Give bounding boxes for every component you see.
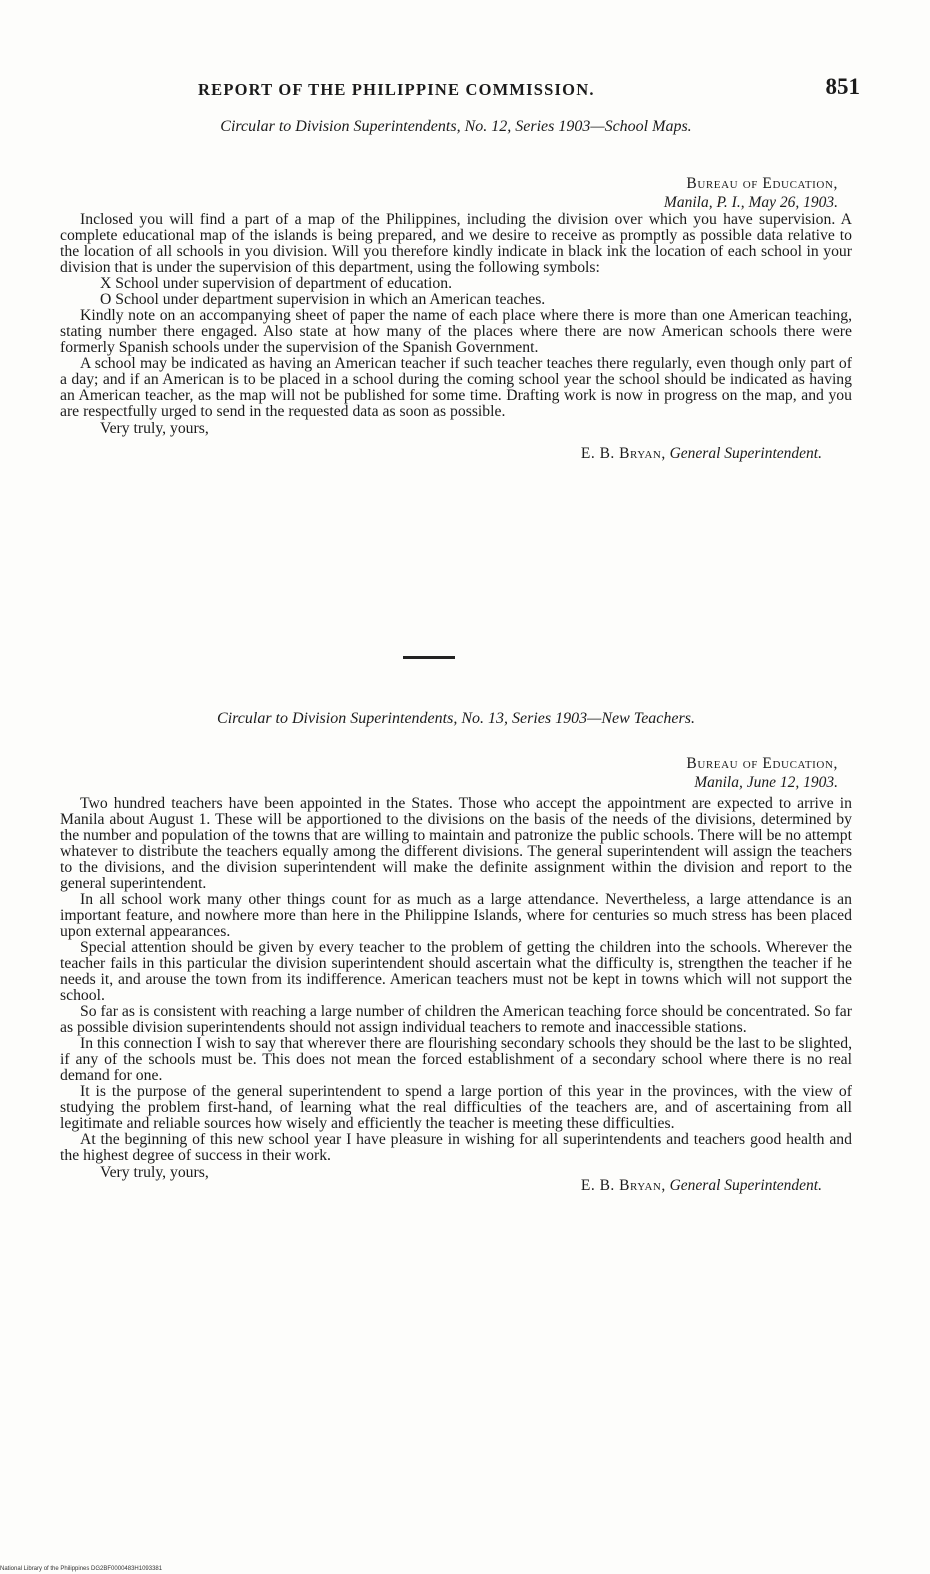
circular-12-closing: Very truly, yours, — [100, 420, 209, 437]
circular-12-body — [60, 212, 852, 420]
circular-13-paragraph: At the beginning of this new school year I have pleasure in wishing for all superintendents and teachers good health and the highest degree of success in their work. — [60, 1131, 852, 1164]
circular-12-paragraph: A school may be indicated as having an American teacher if such teacher teaches there regularly, even though only part of a day; and if an American is to be placed in a school during the coming school year the school should be indicated as having an American teacher, as the map will not be published for some time. Drafting work is now in progress on the map, and you are respectfully urged to send in the requested data as soon as possible. — [60, 355, 852, 420]
signature-role: General Superintendent. — [669, 445, 822, 462]
circular-13-bureau — [60, 754, 852, 792]
circular-13 — [60, 710, 852, 1195]
circular-13-paragraph: So far as is consistent with reaching a large number of children the American teaching force should be concentrated. So far as possible division superintendents should not assign individual teachers to remote and inaccessible stations. — [60, 1003, 852, 1036]
running-header — [170, 74, 860, 114]
circular-13-body — [60, 796, 852, 1164]
signature-role: General Superintendent. — [669, 1177, 822, 1194]
circular-12-paragraph: Kindly note on an accompanying sheet of paper the name of each place where there is more than one American teaching, stating number there engaged. Also state at how many of the places where there are now American schools there were formerly Spanish schools under the supervision of the Spanish Government. — [60, 307, 852, 356]
circular-13-paragraph: Special attention should be given by every teacher to the problem of getting the children into the schools. Wherever the teacher fails in this particular the division superintendent should ascertain what the difficulty is, strengthen the teacher if he needs it, and arouse the town from its indifference. American teachers must not be kept in towns which will not support the school. — [60, 939, 852, 1004]
circular-13-closing: Very truly, yours, — [100, 1164, 209, 1181]
circular-13-date: Manila, June 12, 1903. — [694, 774, 838, 791]
section-divider — [403, 656, 455, 659]
scan-footer: National Library of the Philippines DG2BF0000483H1093381 — [0, 1566, 163, 1572]
circular-13-paragraph: In this connection I wish to say that wherever there are flourishing secondary schools they should be the last to be slighted, if any of the schools must be. This does not mean the forced establishment of a secondary school where there is no real demand for one. — [60, 1035, 852, 1084]
running-title: REPORT OF THE PHILIPPINE COMMISSION. — [198, 80, 595, 99]
circular-13-title: Circular to Division Superintendents, No. 13, Series 1903—New Teachers. — [217, 710, 695, 727]
signature-name: E. B. Bryan, — [580, 445, 666, 462]
circular-13-paragraph: In all school work many other things count for as much as a large attendance. Nevertheless, a large attendance is an important feature, and nowhere more than here in the Philippine Islands, where for centuries so much stress has been placed upon external appearances. — [60, 891, 852, 940]
circular-13-paragraph: Two hundred teachers have been appointed in the States. Those who accept the appointment are expected to arrive in Manila about August 1. These will be apportioned to the divisions on the basis of the needs of the divisions, determined by the number and population of the towns that are willing to maintain and patronize the public schools. There will be no attempt whatever to distribute the teachers equally among the different divisions. The general superintendent will assign the teachers to the divisions, and the division superintendent will make the definite assignment within the division and report to the general superintendent. — [60, 795, 852, 892]
circular-12-paragraph: Inclosed you will find a part of a map of the Philippines, including the division over which you have supervision. A complete educational map of the islands is being prepared, and we desire to receive as promptly as possible data relative to the location of all schools in you division. Will you therefore kindly indicate in black ink the location of each school in your division that is under the supervision of this department, using the following symbols: — [60, 211, 852, 276]
circular-12-signature — [60, 445, 852, 463]
circular-12-bureau-name: Bureau of Education, — [686, 175, 838, 192]
circular-12-title: Circular to Division Superintendents, No. 12, Series 1903—School Maps. — [220, 118, 692, 135]
page-number: 851 — [825, 74, 860, 99]
circular-12-date: Manila, P. I., May 26, 1903. — [663, 194, 838, 211]
circular-13-paragraph: It is the purpose of the general superintendent to spend a large portion of this year in the provinces, with the view of studying the problem first-hand, of learning what the real difficulties of the teachers are, and of ascertaining from all legitimate and reliable sources how wisely and efficiently the teacher is meeting these difficulties. — [60, 1083, 852, 1132]
signature-name: E. B. Bryan, — [580, 1177, 666, 1194]
circular-12-symbol-x: X School under supervision of department of education. — [100, 275, 453, 292]
circular-12-symbol-o: O School under department supervision in which an American teaches. — [100, 291, 546, 308]
circular-12 — [60, 118, 852, 463]
circular-12-bureau — [60, 174, 852, 212]
circular-13-bureau-name: Bureau of Education, — [686, 755, 838, 772]
